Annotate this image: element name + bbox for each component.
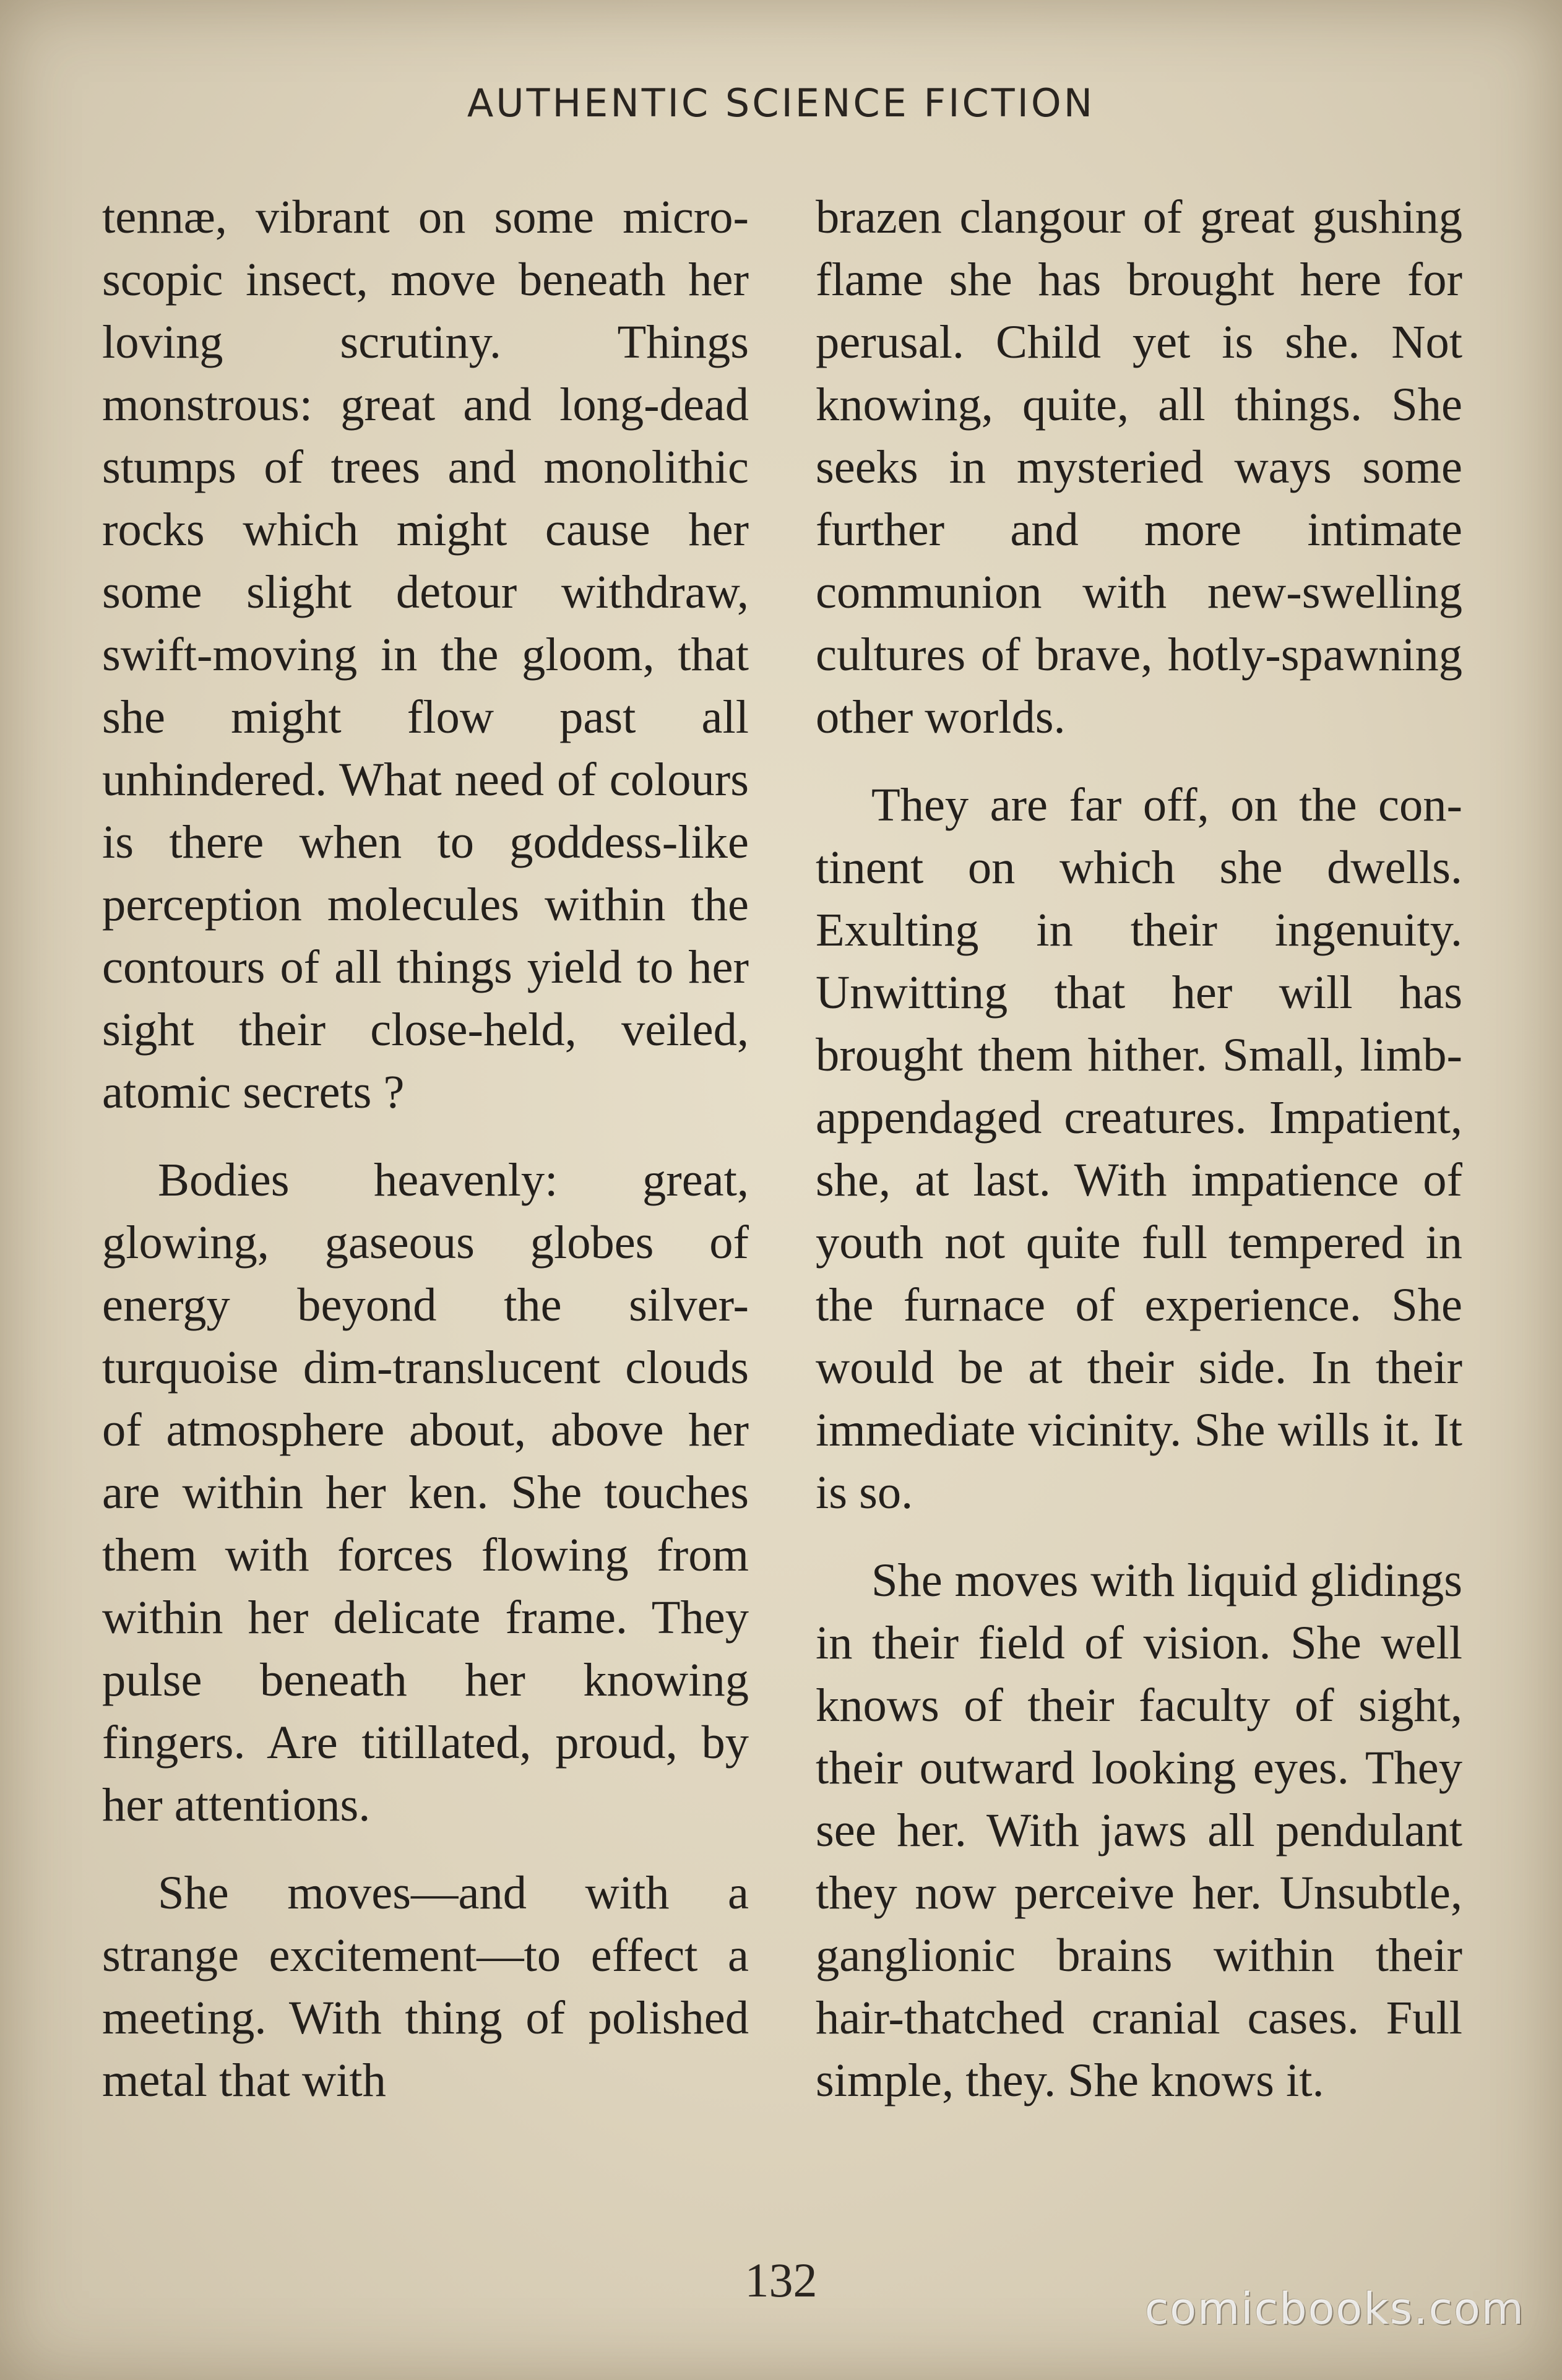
paragraph: tennæ, vibrant on some microscopic insect, move beneath her loving scrutiny. Things monstrous: great and long-dead stumps of trees and monolithic rocks which might cause her some slight detour withdraw, swift-moving in the gloom, that she might flow past all unhindered. What need of colours is there when to goddess-like perception molecules within the contours of all things yield to her sight their close-held, veiled, atomic secrets ?: [102, 191, 749, 1118]
paragraph: Bodies heavenly: great, glowing, gaseous globes of energy beyond the silver-turquoise dim-translucent clouds of atmosphere about, above her are within her ken. She touches them with forces flowing from within her delicate frame. They pulse beneath her knowing fingers. Are titillated, proud, by her attentions.: [102, 1153, 749, 1831]
paragraph: brazen clangour of great gushing flame she has brought here for perusal. Child yet is she. Not knowing, quite, all things. She seeks in mysteried ways some further and more intimate communion with new-swelling cultures of brave, hotly-spawning other worlds.: [816, 191, 1462, 743]
running-head: AUTHENTIC SCIENCE FICTION: [467, 80, 1095, 126]
paragraph: She moves—and with a strange excitement—to effect a meeting. With thing of polished metal that with: [102, 1866, 749, 2106]
paragraph: She moves with liquid glidings in their field of vision. She well knows of their faculty of sight, their outward looking eyes. They see her. With jaws all pendulant they now perceive her. Unsubtle, ganglionic brains within their hair-thatched cranial cases. Full simple, they. She knows it.: [816, 1554, 1462, 2106]
text-column-left: [102, 186, 749, 2137]
watermark: comicbooks.com: [1144, 2283, 1525, 2334]
page-number: 132: [744, 2253, 818, 2307]
text-column-right: [816, 186, 1462, 2137]
paragraph: They are far off, on the continent on which she dwells. Exulting in their ingenuity. Unwitting that her will has brought them hither. Small, limb-appendaged creatures. Impatient, she, at last. With impatience of youth not quite full tempered in the furnace of experience. She would be at their side. In their immediate vicinity. She wills it. It is so.: [816, 778, 1462, 1519]
